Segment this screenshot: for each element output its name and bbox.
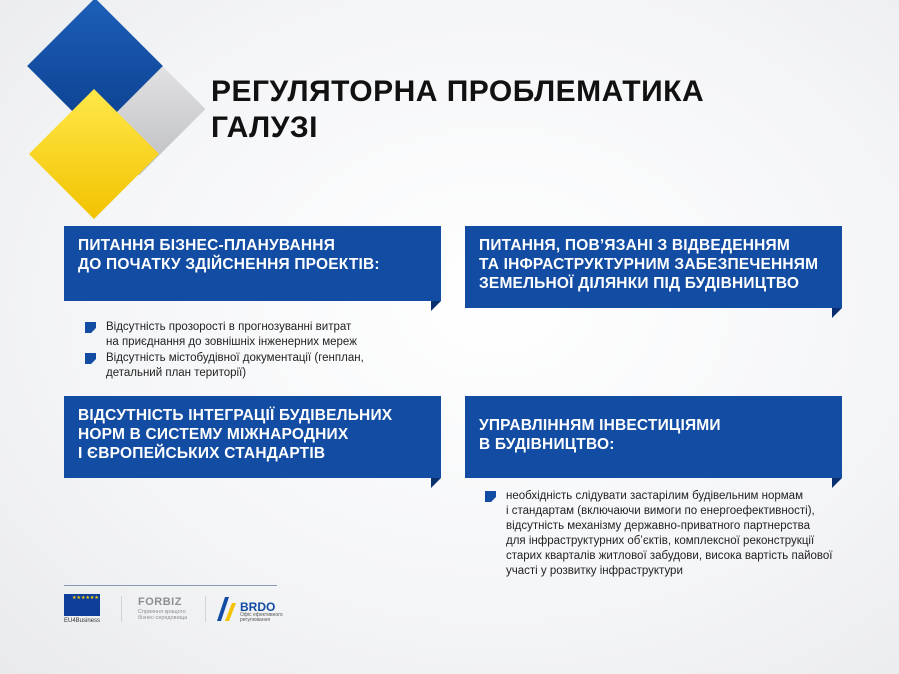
list-item-text: Відсутність прозорості в прогнозуванні витрат — [106, 321, 352, 333]
bullet-icon — [85, 353, 96, 364]
list-item-text: і стандартам (включаючи вимоги по енергоефективності), — [506, 505, 815, 517]
bullet-icon — [85, 322, 96, 333]
banner-line: ДО ПОЧАТКУ ЗДІЙСНЕННЯ ПРОЕКТІВ: — [78, 256, 380, 273]
list-item — [85, 351, 415, 381]
list-item-text: відсутність механізму державно-приватного партнерства — [506, 520, 811, 532]
investment-issues-list — [485, 489, 850, 580]
forbiz-logo: FORBIZ — [138, 596, 182, 608]
brdo-tagline: Офіс ефективного регулювання — [240, 612, 283, 623]
brdo-logo: BRDO — [240, 600, 276, 614]
banner-line: УПРАВЛІННЯМ ІНВЕСТИЦІЯМИ — [479, 417, 721, 434]
banner-line: НОРМ В СИСТЕМУ МІЖНАРОДНИХ — [78, 426, 349, 443]
list-item-text: старих кварталів житлової забудови, висока вартість пайової — [506, 550, 833, 562]
forbiz-tagline: Сприяння кращого бізнес-середовища — [138, 609, 188, 621]
banner-line: ПИТАННЯ БІЗНЕС-ПЛАНУВАННЯ — [78, 237, 336, 254]
logo-separator — [205, 596, 206, 622]
banner-building-norms — [64, 396, 441, 478]
business-planning-issues-list — [85, 320, 415, 382]
banner-line: ТА ІНФРАСТРУКТУРНИМ ЗАБЕЗПЕЧЕННЯМ — [479, 256, 819, 273]
list-item-text: для інфраструктурних об’єктів, комплексної реконструкції — [506, 535, 815, 547]
banner-line: ВІДСУТНІСТЬ ІНТЕГРАЦІЇ БУДІВЕЛЬНИХ — [78, 407, 393, 424]
bullet-icon — [485, 491, 496, 502]
banner-land-allocation — [465, 226, 842, 308]
title-line-1: РЕГУЛЯТОРНА ПРОБЛЕМАТИКА — [211, 75, 705, 108]
brdo-mark-icon — [217, 595, 237, 621]
logo-separator — [121, 596, 122, 622]
footer-divider — [64, 585, 277, 586]
eu-stars-icon: ★★★★★★ — [72, 595, 99, 601]
page-title — [211, 74, 771, 146]
banner-line: В БУДІВНИЦТВО: — [479, 436, 615, 453]
list-item-text: на приєднання до зовнішніх інженерних мереж — [106, 336, 357, 348]
list-item-text: необхідність слідувати застарілим будівельним нормам — [506, 490, 803, 502]
banner-line: ЗЕМЕЛЬНОЇ ДІЛЯНКИ ПІД БУДІВНИЦТВО — [479, 275, 800, 292]
eu4business-label: EU4Business — [64, 618, 101, 624]
banner-investment-management — [465, 396, 842, 478]
list-item — [85, 320, 415, 350]
banner-line: ПИТАННЯ, ПОВ’ЯЗАНІ З ВІДВЕДЕННЯМ — [479, 237, 790, 254]
list-item — [485, 489, 850, 579]
list-item-text: детальний план території) — [106, 367, 247, 379]
banner-business-planning — [64, 226, 441, 301]
list-item-text: участі у розвитку інфраструктури — [506, 565, 683, 577]
banner-line: І ЄВРОПЕЙСЬКИХ СТАНДАРТІВ — [78, 445, 326, 462]
eu-flag-logo — [64, 594, 100, 616]
list-item-text: Відсутність містобудівної документації (генплан, — [106, 352, 364, 364]
title-line-2: ГАЛУЗІ — [211, 111, 318, 144]
